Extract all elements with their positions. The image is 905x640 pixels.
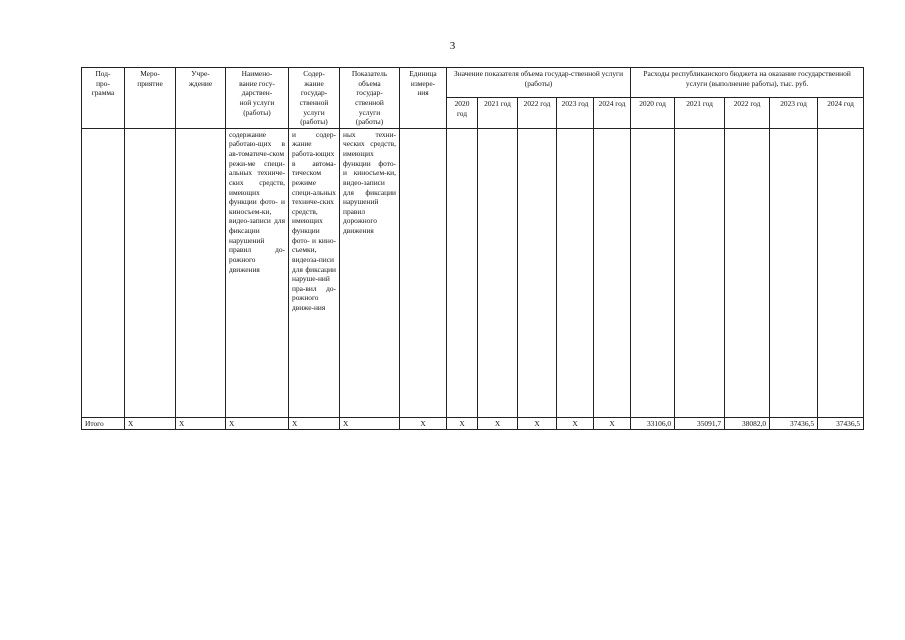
cell-empty <box>400 128 447 417</box>
cell-empty <box>478 128 518 417</box>
cell-empty <box>518 128 557 417</box>
header-service-content: Содер- жание государ- ственной услуги (работы) <box>289 68 340 129</box>
x-mark: Х <box>478 417 518 430</box>
year-header: 2024 год <box>594 98 631 128</box>
year-header: 2024 год <box>818 98 864 128</box>
header-institution: Учре- ждение <box>176 68 226 129</box>
x-mark: Х <box>557 417 594 430</box>
expense-total-2023: 37436,5 <box>770 417 818 430</box>
year-header: 2023 год <box>557 98 594 128</box>
x-mark: Х <box>447 417 478 430</box>
x-mark: Х <box>125 417 176 430</box>
expense-total-2024: 37436,5 <box>818 417 864 430</box>
total-row <box>82 417 864 430</box>
total-label: Итого <box>82 417 125 430</box>
service-name-cell: содержание работаю-щих в ав-томатиче-ском режи-ме специ-альных техниче-ских средств, имеющих функции фото- и киносъем-ки, видео-записи для фиксации нарушений правил до-рожного движения <box>226 128 289 417</box>
year-header: 2020 год <box>447 98 478 128</box>
cell-empty <box>447 128 478 417</box>
cell-empty <box>82 128 125 417</box>
year-header: 2021 год <box>675 98 725 128</box>
page-number: 3 <box>449 40 456 52</box>
x-mark: Х <box>400 417 447 430</box>
cell-empty <box>770 128 818 417</box>
year-header: 2020 год <box>631 98 675 128</box>
cell-empty <box>594 128 631 417</box>
table-row <box>82 128 864 417</box>
header-subprogram: Под- про- грамма <box>82 68 125 129</box>
header-service-name: Наимено- вание госу- дарствен- ной услуги (работы) <box>226 68 289 129</box>
expense-total-2022: 38082,0 <box>725 417 770 430</box>
cell-empty <box>557 128 594 417</box>
header-volume-indicator: Показатель объема государ- ственной услуги (работы) <box>340 68 400 129</box>
header-expenses-group: Расходы республиканского бюджета на оказание государственной услуги (выполнение работы), тыс. руб. <box>631 68 864 98</box>
x-mark: Х <box>340 417 400 430</box>
cell-empty <box>176 128 226 417</box>
cell-empty <box>631 128 675 417</box>
cell-empty <box>675 128 725 417</box>
year-header: 2022 год <box>725 98 770 128</box>
x-mark: Х <box>518 417 557 430</box>
x-mark: Х <box>289 417 340 430</box>
year-header: 2023 год <box>770 98 818 128</box>
expense-total-2021: 35091,7 <box>675 417 725 430</box>
header-row-1 <box>82 68 864 98</box>
cell-empty <box>125 128 176 417</box>
year-header: 2021 год <box>478 98 518 128</box>
volume-indicator-cell: ных техни-ческих средств, имеющих функции фото- и киносъем-ки, видео-записи для фиксации нарушений правил дорожного движения <box>340 128 400 417</box>
year-header: 2022 год <box>518 98 557 128</box>
header-unit: Единица измере- ния <box>400 68 447 129</box>
x-mark: Х <box>594 417 631 430</box>
x-mark: Х <box>176 417 226 430</box>
service-content-cell: и содер-жание работа-ющих в автома-тическом режиме специ-альных техниче-ских средств, имеющих функции фото- и кино-съемки, видеоза-писи для фиксации наруше-ний пра-вил до-рожного движе-ния <box>289 128 340 417</box>
cell-empty <box>818 128 864 417</box>
header-activity: Меро- приятие <box>125 68 176 129</box>
x-mark: Х <box>226 417 289 430</box>
header-indicator-value-group: Значение показателя объема государ-ственной услуги (работы) <box>447 68 631 98</box>
cell-empty <box>725 128 770 417</box>
expenses-table <box>81 67 864 430</box>
expense-total-2020: 33106,0 <box>631 417 675 430</box>
